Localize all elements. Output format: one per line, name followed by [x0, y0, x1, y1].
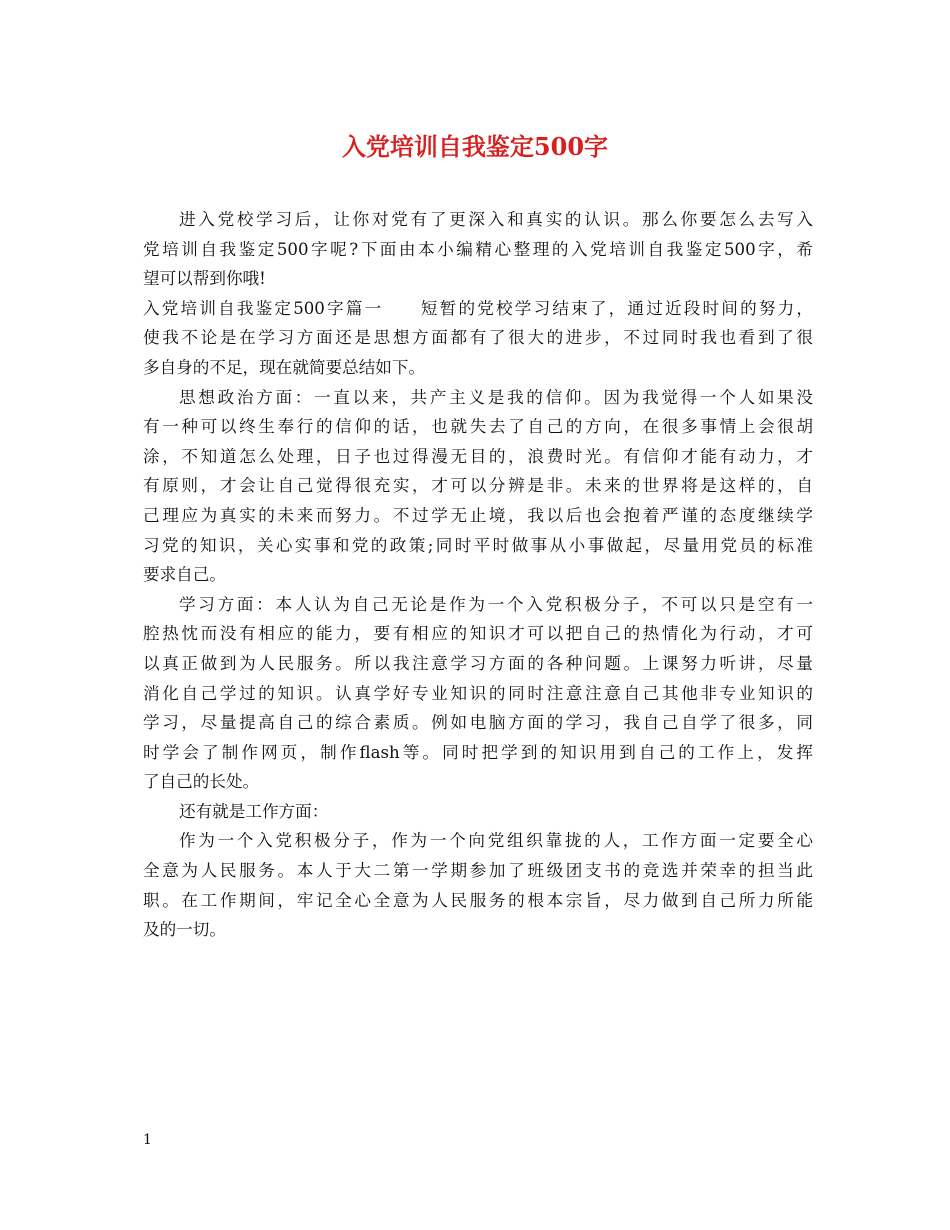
body-line-14: 学习方面：本人认为自己无论是作为一个入党积极分子，不可以只是空有一 — [179, 594, 813, 614]
body-line-15: 腔热忱而没有相应的能力，要有相应的知识才可以把自己的热情化为行动，才可 — [143, 624, 813, 644]
document-body — [143, 205, 813, 945]
body-line-10: 有原则，才会让自己觉得很充实，才可以分辨是非。未来的世界将是这样的，自 — [143, 476, 813, 496]
body-line-24: 职。在工作期间，牢记全心全意为人民服务的根本宗旨，尽力做到自己所力所能 — [143, 890, 813, 910]
page-number: 1 — [143, 1132, 152, 1148]
body-line-18: 学习，尽量提高自己的综合素质。例如电脑方面的学习，我自己自学了很多，同 — [143, 713, 813, 733]
body-line-21: 还有就是工作方面： — [179, 801, 329, 821]
body-line-12: 习党的知识，关心实事和党的政策;同时平时做事从小事做起，尽量用党员的标准 — [143, 535, 813, 555]
body-line-3: 望可以帮到你哦! — [143, 269, 266, 289]
body-line-25: 及的一切。 — [143, 920, 226, 940]
body-line-13: 要求自己。 — [143, 565, 226, 585]
body-line-7: 思想政治方面：一直以来，共产主义是我的信仰。因为我觉得一个人如果没 — [179, 387, 813, 407]
document-title: 入党培训自我鉴定500字 — [341, 132, 609, 161]
body-line-11: 己理应为真实的未来而努力。不过学无止境，我以后也会抱着严谨的态度继续学 — [143, 505, 813, 525]
body-line-16: 以真正做到为人民服务。所以我注意学习方面的各种问题。上课努力听讲，尽量 — [143, 653, 813, 673]
body-line-22: 作为一个入党积极分子，作为一个向党组织靠拢的人，工作方面一定要全心 — [179, 831, 813, 851]
body-line-9: 涂，不知道怎么处理，日子也过得漫无目的，浪费时光。有信仰才能有动力，才 — [143, 446, 813, 466]
body-line-23: 全意为人民服务。本人于大二第一学期参加了班级团支书的竞选并荣幸的担当此 — [143, 861, 813, 881]
body-line-20: 了自己的长处。 — [143, 772, 260, 792]
body-line-19: 时学会了制作网页，制作flash等。同时把学到的知识用到自己的工作上，发挥 — [143, 742, 813, 762]
body-line-6: 多自身的不足，现在就简要总结如下。 — [143, 357, 426, 377]
body-line-17: 消化自己学过的知识。认真学好专业知识的同时注意注意自己其他非专业知识的 — [143, 683, 813, 703]
body-line-5: 使我不论是在学习方面还是思想方面都有了很大的进步，不过同时我也看到了很 — [143, 328, 813, 348]
body-line-2: 党培训自我鉴定500字呢?下面由本小编精心整理的入党培训自我鉴定500字，希 — [143, 239, 813, 259]
body-line-8: 有一种可以终生奉行的信仰的话，也就失去了自己的方向，在很多事情上会很胡 — [143, 417, 813, 437]
body-line-1: 进入党校学习后，让你对党有了更深入和真实的认识。那么你要怎么去写入 — [179, 210, 813, 229]
body-line-4: 入党培训自我鉴定500字篇一 短暂的党校学习结束了，通过近段时间的努力， — [143, 298, 813, 318]
